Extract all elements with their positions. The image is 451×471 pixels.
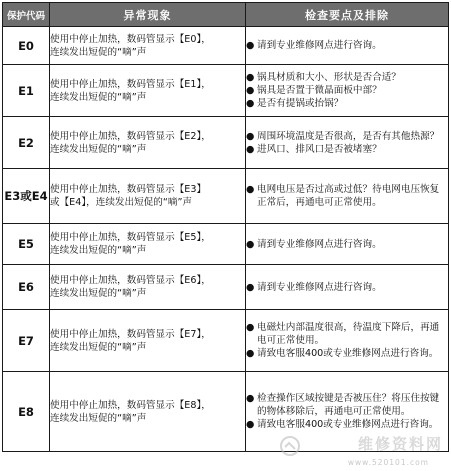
fault-code: E8	[3, 372, 50, 452]
header-code: 保护代码	[3, 3, 50, 27]
check-cell	[246, 310, 449, 372]
phenomenon-line: 使用中停止加热，数码管显示【E5】，	[50, 232, 211, 243]
bullet-icon: ●	[246, 348, 255, 359]
table-header	[3, 3, 449, 27]
check-text: 锅具材质和大小、形状是否合适？	[257, 72, 401, 83]
check-item	[246, 281, 448, 294]
check-item	[246, 418, 448, 431]
bullet-icon: ●	[246, 143, 255, 155]
table-row	[3, 27, 449, 65]
check-item	[246, 130, 448, 143]
check-item	[246, 84, 448, 97]
check-text: 周围环境温度是否很高，是否有其他热源？	[257, 130, 440, 142]
header-phenomenon: 异常现象	[50, 3, 246, 27]
check-text: 请到专业维修网点进行咨询。	[257, 281, 382, 293]
bullet-icon: ●	[246, 98, 255, 109]
header-row	[3, 3, 449, 27]
check-item	[246, 39, 448, 52]
bullet-icon: ●	[246, 238, 255, 250]
check-cell	[246, 27, 449, 65]
phenomenon-line: 连续发出短促的“嘀”声	[50, 46, 147, 58]
check-list	[246, 392, 448, 431]
check-item	[246, 321, 448, 347]
watermark-url: www.520101.com	[347, 458, 429, 467]
check-list	[246, 238, 448, 251]
fault-code-table	[2, 2, 449, 452]
check-cell	[246, 117, 449, 169]
check-text: 请致电客服400或专业维修网点进行咨询。	[257, 348, 439, 359]
check-cell	[246, 169, 449, 224]
check-text: 锅具是否置于微晶面板中部？	[257, 85, 382, 96]
fault-code: E3或E4	[3, 169, 50, 224]
phenomenon-cell	[50, 117, 246, 169]
phenomenon-cell	[50, 27, 246, 65]
fault-code: E0	[3, 27, 50, 65]
bullet-icon: ●	[246, 184, 255, 195]
watermark-logo-icon	[279, 435, 301, 457]
bullet-icon: ●	[246, 322, 255, 333]
check-cell	[246, 265, 449, 310]
phenomenon-line: 连续发出短促的“嘀”声	[50, 288, 147, 299]
fault-code: E7	[3, 310, 50, 372]
phenomenon-cell	[50, 310, 246, 372]
phenomenon-line: 使用中停止加热，数码管显示【E1】，	[50, 78, 211, 90]
check-item	[246, 143, 448, 156]
phenomenon-line: 连续发出短促的“嘀”声	[50, 143, 147, 155]
check-text: 电磁灶内部温度很高，待温度下降后，再通电可正常使用。	[257, 322, 440, 346]
check-list	[246, 183, 448, 209]
header-check: 检查要点及排除	[246, 3, 449, 27]
check-item	[246, 97, 448, 110]
check-text: 是否有提锅或抬锅？	[257, 98, 344, 109]
check-text: 检查操作区域按键是否被压住？将压住按键的物体移除后，再通电可正常使用。	[257, 393, 440, 417]
check-list	[246, 321, 448, 360]
phenomenon-line: 使用中停止加热，数码管显示【E3】	[50, 184, 207, 195]
bullet-icon: ●	[246, 393, 255, 404]
table-row	[3, 224, 449, 265]
fault-code: E2	[3, 117, 50, 169]
phenomenon-cell	[50, 265, 246, 310]
fault-code: E6	[3, 265, 50, 310]
fault-code: E5	[3, 224, 50, 265]
check-text: 进风口、排风口是否被堵塞？	[257, 143, 382, 155]
fault-code: E1	[3, 65, 50, 117]
check-cell	[246, 65, 449, 117]
phenomenon-line: 连续发出短促的“嘀”声	[50, 341, 147, 353]
bullet-icon: ●	[246, 85, 255, 96]
bullet-icon: ●	[246, 130, 255, 142]
bullet-icon: ●	[246, 40, 255, 51]
check-list	[246, 39, 448, 52]
check-item	[246, 183, 448, 209]
phenomenon-line: 使用中停止加热，数码管显示【E7】，	[50, 328, 211, 340]
phenomenon-cell	[50, 169, 246, 224]
phenomenon-line: 使用中停止加热，数码管显示【E2】，	[50, 130, 211, 142]
table-row	[3, 265, 449, 310]
check-item	[246, 71, 448, 84]
table-row	[3, 65, 449, 117]
table-row	[3, 169, 449, 224]
check-list	[246, 281, 448, 294]
check-list	[246, 130, 448, 156]
phenomenon-line: 连续发出短促的“嘀”声	[50, 245, 147, 256]
phenomenon-cell	[50, 224, 246, 265]
phenomenon-cell	[50, 65, 246, 117]
phenomenon-line: 连续发出短促的“嘀”声	[50, 412, 147, 424]
bullet-icon: ●	[246, 281, 255, 293]
phenomenon-cell	[50, 372, 246, 452]
check-item	[246, 347, 448, 360]
bullet-icon: ●	[246, 419, 255, 430]
check-text: 请到专业维修网点进行咨询。	[257, 40, 382, 51]
check-text: 请到专业维修网点进行咨询。	[257, 238, 382, 250]
phenomenon-line: 使用中停止加热，数码管显示【E0】，	[50, 33, 211, 45]
watermark-title: 维修资料网	[357, 435, 443, 453]
phenomenon-line: 或【E4】，连续发出短促的“嘀”声	[50, 197, 193, 208]
check-item	[246, 392, 448, 418]
phenomenon-line: 使用中停止加热，数码管显示【E6】，	[50, 275, 211, 286]
phenomenon-line: 连续发出短促的“嘀”声	[50, 91, 147, 103]
check-text: 电网电压是否过高或过低？待电网电压恢复正常后，再通电可正常使用。	[257, 184, 440, 208]
check-list	[246, 71, 448, 110]
watermark	[277, 433, 445, 467]
check-cell	[246, 224, 449, 265]
check-item	[246, 238, 448, 251]
check-text: 请致电客服400或专业维修网点进行咨询。	[257, 419, 439, 430]
table-row	[3, 117, 449, 169]
phenomenon-line: 使用中停止加热，数码管显示【E8】，	[50, 399, 211, 411]
table-body	[3, 27, 449, 452]
bullet-icon: ●	[246, 72, 255, 83]
table-row	[3, 310, 449, 372]
